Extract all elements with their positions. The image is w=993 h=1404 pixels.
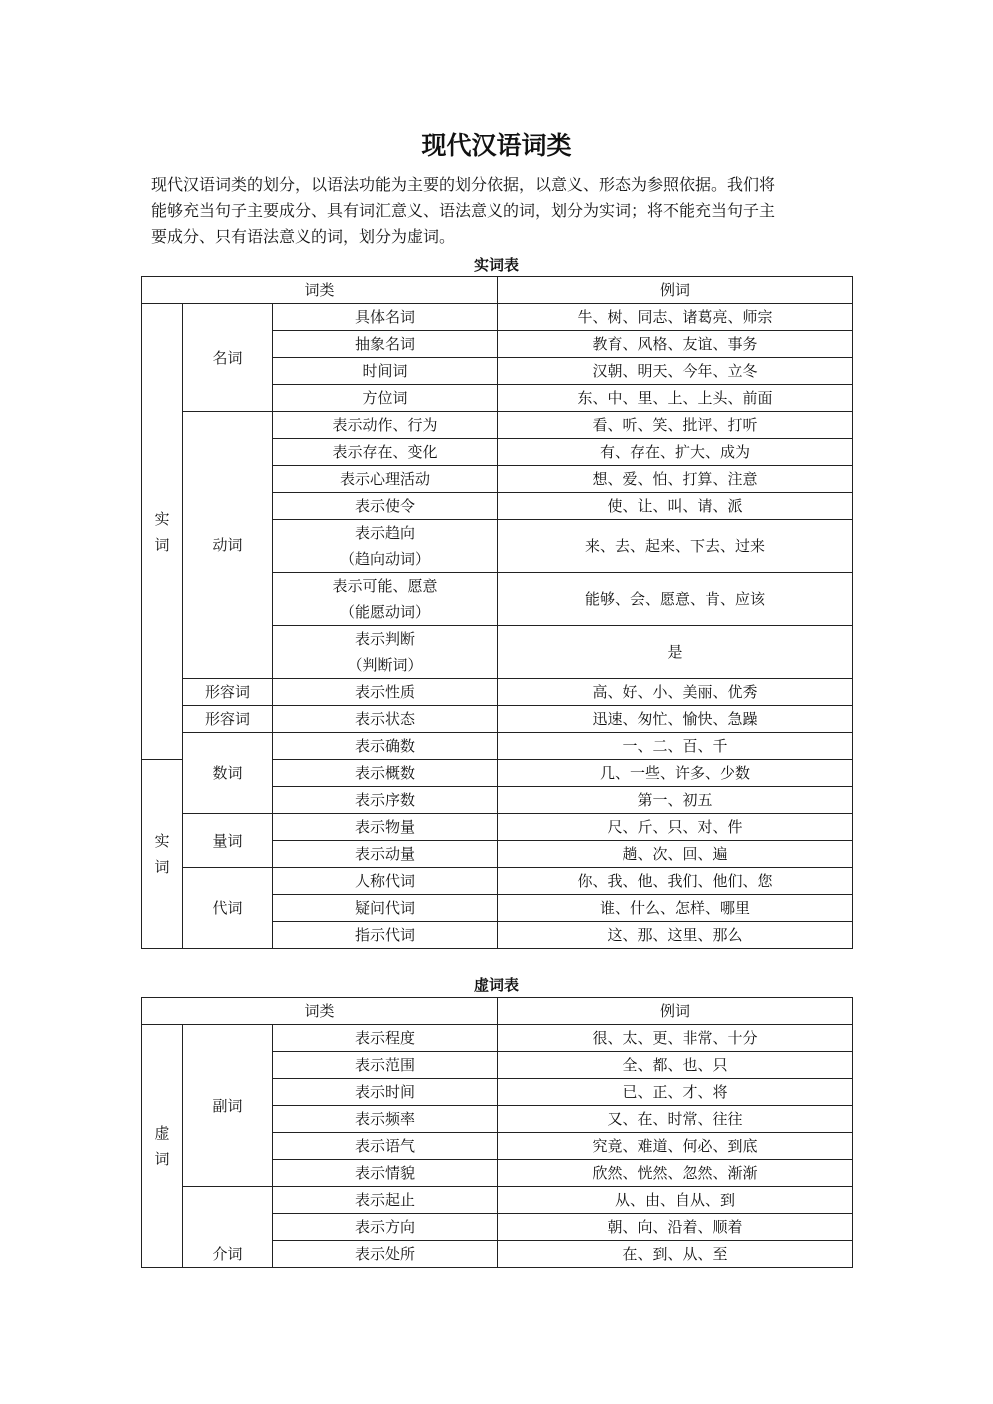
examples: 高、好、小、美丽、优秀 xyxy=(498,679,853,706)
category-measure: 量词 xyxy=(183,814,273,868)
examples: 欣然、恍然、忽然、渐渐 xyxy=(498,1160,853,1187)
examples: 想、爱、怕、打算、注意 xyxy=(498,466,853,493)
examples: 教育、风格、友谊、事务 xyxy=(498,331,853,358)
header-examples: 例词 xyxy=(498,277,853,304)
subcategory: 表示程度 xyxy=(273,1025,498,1052)
examples: 这、那、这里、那么 xyxy=(498,922,853,949)
category-preposition: 介词 xyxy=(183,1187,273,1268)
subcategory: 表示序数 xyxy=(273,787,498,814)
examples: 东、中、里、上、上头、前面 xyxy=(498,385,853,412)
category-verb: 动词 xyxy=(183,412,273,679)
examples: 很、太、更、非常、十分 xyxy=(498,1025,853,1052)
category-adjective: 形容词 xyxy=(183,706,273,733)
category-noun: 名词 xyxy=(183,304,273,412)
examples: 已、正、才、将 xyxy=(498,1079,853,1106)
table-row xyxy=(142,868,853,895)
subcategory: 表示语气 xyxy=(273,1133,498,1160)
xuci-table-caption: 虚词表 xyxy=(473,976,519,994)
examples: 全、都、也、只 xyxy=(498,1052,853,1079)
examples: 有、存在、扩大、成为 xyxy=(498,439,853,466)
intro-line: 现代汉语词类的划分，以语法功能为主要的划分依据，以意义、形态为参照依据。我们将 xyxy=(151,175,776,194)
table-row xyxy=(142,706,853,733)
subcategory: 表示状态 xyxy=(273,706,498,733)
subcategory: 表示使令 xyxy=(273,493,498,520)
header-category: 词类 xyxy=(142,277,498,304)
subcategory: 表示动量 xyxy=(273,841,498,868)
subcategory: 表示存在、变化 xyxy=(273,439,498,466)
subcategory: 表示判断 （判断词） xyxy=(273,626,498,679)
subcategory: 抽象名词 xyxy=(273,331,498,358)
table-row xyxy=(142,1025,853,1052)
subcategory: 表示范围 xyxy=(273,1052,498,1079)
examples: 在、到、从、至 xyxy=(498,1241,853,1268)
xuci-table xyxy=(141,997,853,1268)
intro-paragraph xyxy=(151,172,851,250)
examples: 第一、初五 xyxy=(498,787,853,814)
subcategory: 时间词 xyxy=(273,358,498,385)
examples: 趟、次、回、遍 xyxy=(498,841,853,868)
shici-table-caption: 实词表 xyxy=(473,256,519,274)
category-numeral: 数词 xyxy=(183,733,273,814)
examples: 使、让、叫、请、派 xyxy=(498,493,853,520)
examples: 从、由、自从、到 xyxy=(498,1187,853,1214)
subcategory: 疑问代词 xyxy=(273,895,498,922)
subcategory: 表示物量 xyxy=(273,814,498,841)
subcategory: 表示方向 xyxy=(273,1214,498,1241)
header-category: 词类 xyxy=(142,998,498,1025)
examples: 又、在、时常、往往 xyxy=(498,1106,853,1133)
subcategory: 人称代词 xyxy=(273,868,498,895)
subcategory: 表示频率 xyxy=(273,1106,498,1133)
category-pronoun: 代词 xyxy=(183,868,273,949)
subcategory: 表示性质 xyxy=(273,679,498,706)
subcategory: 表示处所 xyxy=(273,1241,498,1268)
examples: 是 xyxy=(498,626,853,679)
subcategory: 表示动作、行为 xyxy=(273,412,498,439)
subcategory: 具体名词 xyxy=(273,304,498,331)
shici-table xyxy=(141,276,853,949)
examples: 谁、什么、怎样、哪里 xyxy=(498,895,853,922)
subcategory: 表示趋向 （趋向动词） xyxy=(273,520,498,573)
subcategory: 表示时间 xyxy=(273,1079,498,1106)
subcategory: 指示代词 xyxy=(273,922,498,949)
examples: 看、听、笑、批评、打听 xyxy=(498,412,853,439)
page-title: 现代汉语词类 xyxy=(421,131,572,160)
table-header-row xyxy=(142,998,853,1025)
table-header-row xyxy=(142,277,853,304)
subcategory: 表示情貌 xyxy=(273,1160,498,1187)
table-row xyxy=(142,412,853,439)
group-label-shici: 实 词 xyxy=(142,304,183,760)
subcategory: 表示概数 xyxy=(273,760,498,787)
subcategory: 表示确数 xyxy=(273,733,498,760)
subcategory: 方位词 xyxy=(273,385,498,412)
examples: 究竟、难道、何必、到底 xyxy=(498,1133,853,1160)
examples: 牛、树、同志、诸葛亮、师宗 xyxy=(498,304,853,331)
examples: 来、去、起来、下去、过来 xyxy=(498,520,853,573)
header-examples: 例词 xyxy=(498,998,853,1025)
intro-line: 能够充当句子主要成分、具有词汇意义、语法意义的词，划分为实词；将不能充当句子主 xyxy=(151,201,776,220)
category-adverb: 副词 xyxy=(183,1025,273,1187)
examples: 几、一些、许多、少数 xyxy=(498,760,853,787)
examples: 你、我、他、我们、他们、您 xyxy=(498,868,853,895)
subcategory: 表示可能、愿意 （能愿动词） xyxy=(273,573,498,626)
table-row xyxy=(142,1187,853,1214)
examples: 尺、斤、只、对、件 xyxy=(498,814,853,841)
examples: 一、二、百、千 xyxy=(498,733,853,760)
group-label-xuci: 虚 词 xyxy=(142,1025,183,1268)
examples: 能够、会、愿意、肯、应该 xyxy=(498,573,853,626)
table-row xyxy=(142,304,853,331)
table-row xyxy=(142,733,853,760)
examples: 汉朝、明天、今年、立冬 xyxy=(498,358,853,385)
examples: 朝、向、沿着、顺着 xyxy=(498,1214,853,1241)
subcategory: 表示起止 xyxy=(273,1187,498,1214)
examples: 迅速、匆忙、愉快、急躁 xyxy=(498,706,853,733)
subcategory: 表示心理活动 xyxy=(273,466,498,493)
group-label-shici-2: 实 词 xyxy=(142,760,183,949)
table-row xyxy=(142,814,853,841)
table-row xyxy=(142,679,853,706)
category-adjective: 形容词 xyxy=(183,679,273,706)
intro-line: 要成分、只有语法意义的词，划分为虚词。 xyxy=(151,227,456,246)
